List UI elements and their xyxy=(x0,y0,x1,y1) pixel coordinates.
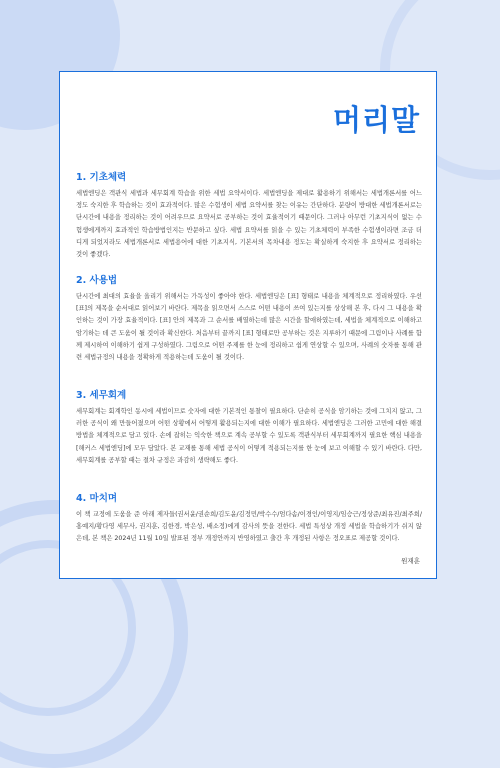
section-body: 세법엔딩은 객관식 세법과 세무회계 학습을 위한 세법 요약서이다. 세법엔딩을 제대로 활용하기 위해서는 세법개론서를 어느 정도 숙지한 후 학습하는 것이 효과적이다. 많은 수험생이 세법 요약서를 찾는 이유는 간단하다. 분량이 방대한 세법개론서로는 단시간에 내용을 정리하는 것이 어려우므로 요약서로 공부하는 것이 효율적이기 때문이다. 그러나 아무런 기초지식이 없는 수험생에게까지 효과적인 학습방법인지는 반문하고 싶다. 세법 요약서를 읽을 수 있는 기초체력이 부족한 수험생이라면 조금 더디게 되었지라도 세법개론서로 세법용어에 대한 기초지식, 기본서의 목차내용 정도는 확실하게 숙지한 후 요약서로 정리하는 것이 좋겠다. xyxy=(76,190,422,259)
section-basic-strength xyxy=(76,169,422,261)
section-heading: 3. 세무회계 xyxy=(76,390,127,401)
section-body: 단시간에 최대의 효율을 올리기 위해서는 가독성이 좋아야 한다. 세법엔딩은 [표] 형태로 내용을 체계적으로 정리하였다. 우선 [표]의 제목을 순서대로 읽어보기 바란다. 제목을 읽으면서 스스로 어떤 내용이 쓰여 있는지를 상상해 본 후, 다시 그 내용을 확인하는 것이 가장 효율적이다. [표] 안의 제목과 그 순서를 배열하는데 많은 시간을 할애하였는데, 세법을 체계적으로 이해하고 암기하는 데 큰 도움이 될 것이라 확신한다. 처음부터 끝까지 [표] 형태로만 공부하는 것은 지루하기 때문에 그림이나 사례를 함께 제시하여 이해하기 쉽게 구성하였다. 그림으로 어떤 주제를 한 눈에 정리하고 쉽게 연상할 수 있으며, 사례의 숫자를 통해 관련 세법규정의 내용을 정확하게 적용하는데 도움이 될 것이다. xyxy=(76,293,422,362)
section-body: 이 책 교정에 도움을 준 아래 제자들(권서윤/권순희/김도윤/김정민/박수수/엄다솜/이경인/이영지/임승근/정상준/최유진/최주희/홍예지/황다영 세무사, 권지훈, 김한경, 박은성, 배소정)에게 감사의 뜻을 전한다. 세법 특성상 개정 세법을 학습하기가 쉬지 않은데, 본 책은 2024년 11월 10일 발표된 정부 개정안까지 반영하였고 출간 후 개정된 사항은 정오표로 제공할 것이다. xyxy=(76,511,422,543)
section-closing xyxy=(76,490,422,546)
section-heading: 4. 마치며 xyxy=(76,493,118,504)
author-name: 원재훈 xyxy=(401,557,420,565)
page-title: 머리말 xyxy=(332,103,420,137)
section-heading: 2. 사용법 xyxy=(76,275,118,286)
section-tax-accounting xyxy=(76,387,422,467)
section-usage xyxy=(76,272,422,364)
section-body: 세무회계는 회계학인 동시에 세법이므로 숫자에 대한 기본적인 통찰이 필요하다. 단순히 공식을 암기하는 것에 그치지 않고, 그러한 공식이 왜 만들어졌으며 어떤 상황에서 어떻게 활용되는지에 대한 이해가 필요하다. 세법엔딩은 그러한 고민에 대한 해결방법을 체계적으로 담고 있다. 손에 잡히는 익숙한 책으로 계속 공부할 수 있도록 객관식부터 세무회계까지 필요한 핵심 내용을 [해커스 세법엔딩]에 모두 담았다. 본 교재를 통해 세법 공식이 어떻게 적용되는지를 한 눈에 보고 이해할 수 있기 바란다. 다만, 세무회계를 공부할 때는 절차 규정은 과감히 생략해도 좋다. xyxy=(76,408,422,464)
preface-page xyxy=(59,71,437,579)
section-heading: 1. 기초체력 xyxy=(76,172,127,183)
